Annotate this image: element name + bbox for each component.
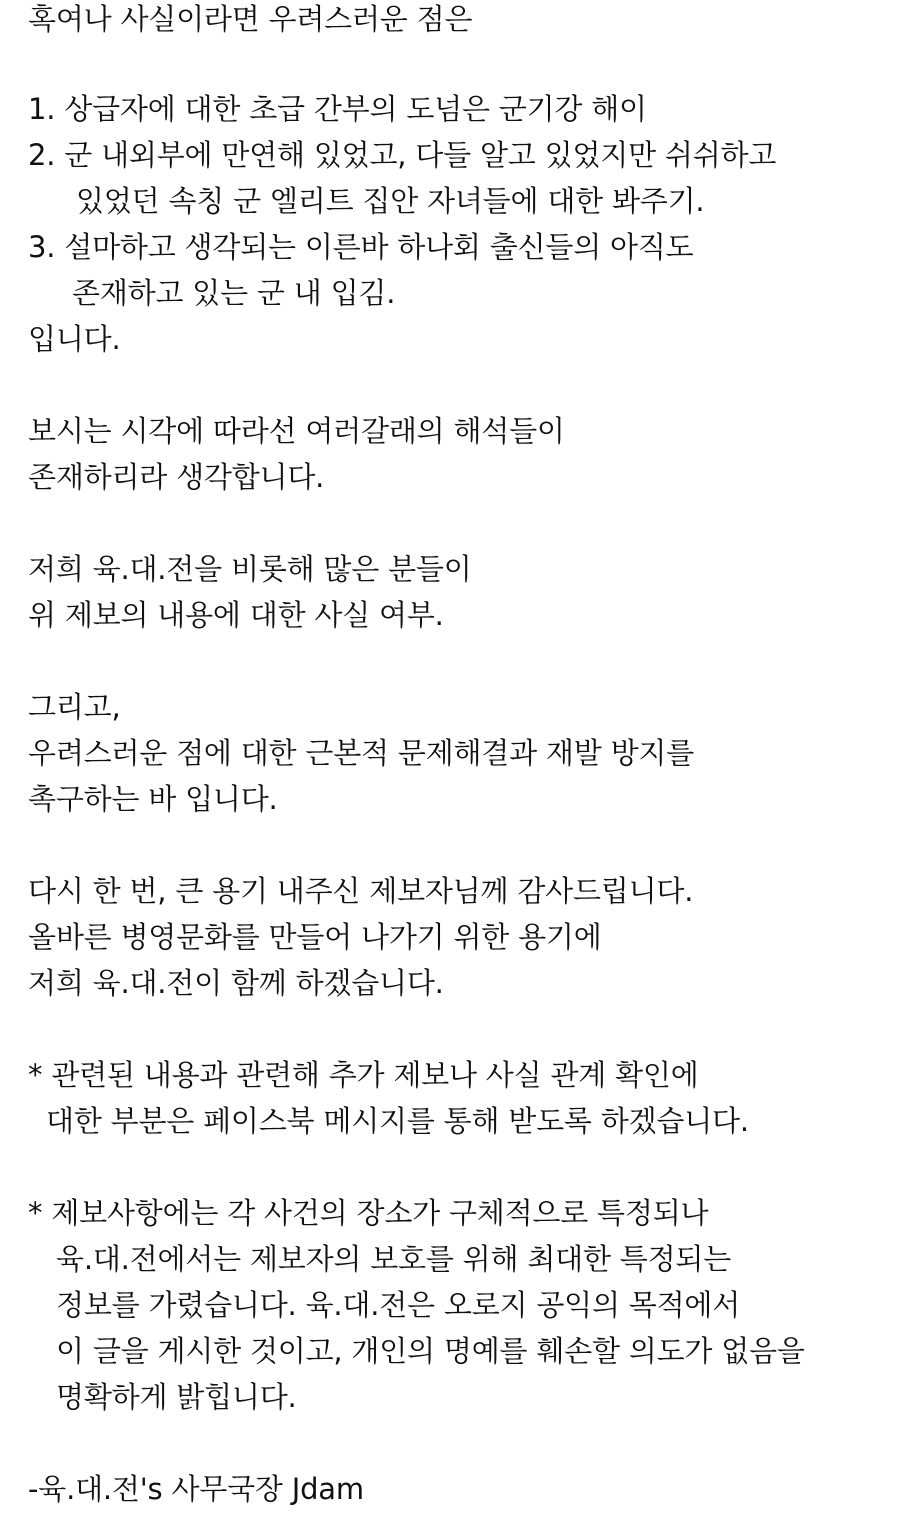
- note-2-line-4: 이 글을 게시한 것이고, 개인의 명예를 훼손할 의도가 없음을: [56, 1334, 805, 1368]
- point-2: 2. 군 내외부에 만연해 있었고, 다들 알고 있었지만 쉬쉬하고: [28, 138, 777, 172]
- points-closing: 입니다.: [28, 322, 121, 356]
- note-1-line-2: 대한 부분은 페이스북 메시지를 통해 받도록 하겠습니다.: [46, 1104, 749, 1138]
- point-3: 3. 설마하고 생각되는 이른바 하나회 출신들의 아직도: [28, 230, 694, 264]
- note-2-line-3: 정보를 가렸습니다. 육.대.전은 오로지 공익의 목적에서: [56, 1288, 741, 1322]
- point-1: 1. 상급자에 대한 초급 간부의 도넘은 군기강 해이: [28, 92, 647, 126]
- and-line-2: 우려스러운 점에 대한 근본적 문제해결과 재발 방지를: [28, 736, 695, 770]
- point-2-continued: 있었던 속칭 군 엘리트 집안 자녀들에 대한 봐주기.: [76, 184, 705, 218]
- view-line-2: 존재하리라 생각합니다.: [28, 460, 325, 494]
- request-line-1: 저희 육.대.전을 비롯해 많은 분들이: [28, 552, 472, 586]
- note-2-line-2: 육.대.전에서는 제보자의 보호를 위해 최대한 특정되는: [56, 1242, 732, 1276]
- note-1-line-1: * 관련된 내용과 관련해 추가 제보나 사실 관계 확인에: [28, 1058, 699, 1092]
- thanks-line-3: 저희 육.대.전이 함께 하겠습니다.: [28, 966, 444, 1000]
- and-line-1: 그리고,: [28, 690, 121, 724]
- view-line-1: 보시는 시각에 따라선 여러갈래의 해석들이: [28, 414, 565, 448]
- note-2-line-1: * 제보사항에는 각 사건의 장소가 구체적으로 특정되나: [28, 1196, 709, 1230]
- point-3-continued: 존재하고 있는 군 내 입김.: [72, 276, 396, 310]
- thanks-line-2: 올바른 병영문화를 만들어 나가기 위한 용기에: [28, 920, 602, 954]
- signature: -육.대.전's 사무국장 Jdam: [28, 1472, 364, 1506]
- intro-line: 혹여나 사실이라면 우려스러운 점은: [28, 2, 473, 36]
- thanks-line-1: 다시 한 번, 큰 용기 내주신 제보자님께 감사드립니다.: [28, 874, 694, 908]
- note-2-line-5: 명확하게 밝힙니다.: [56, 1380, 297, 1414]
- request-line-2: 위 제보의 내용에 대한 사실 여부.: [28, 598, 444, 632]
- and-line-3: 촉구하는 바 입니다.: [28, 782, 278, 816]
